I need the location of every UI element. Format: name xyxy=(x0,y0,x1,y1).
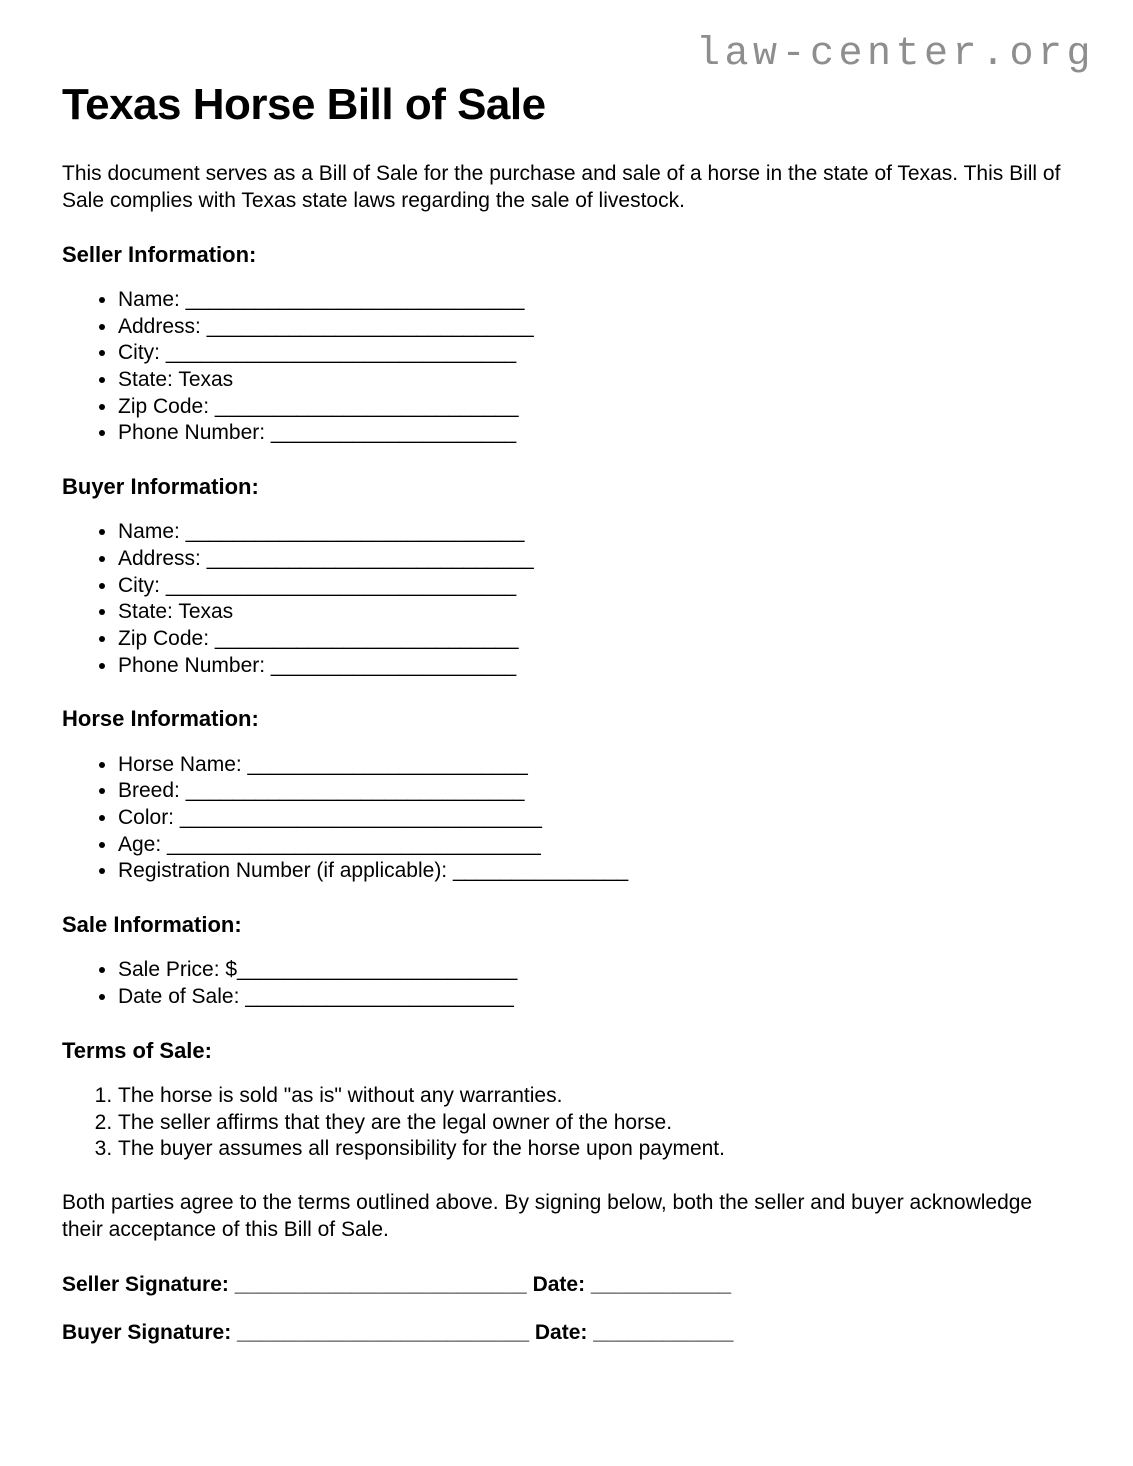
seller-signature-row xyxy=(62,1272,1071,1299)
term-item-1: 1. The horse is sold "as is" without any warranties. xyxy=(118,1083,1071,1110)
terms-list xyxy=(62,1083,1071,1163)
sale-fields-list xyxy=(62,957,1071,1010)
sale-date-field: • Date of Sale: _______________________ xyxy=(118,984,1071,1011)
horse-name-field: • Horse Name: ________________________ xyxy=(118,752,1071,779)
buyer-signature-row xyxy=(62,1320,1071,1347)
seller-section-heading: Seller Information: xyxy=(62,241,257,267)
seller-zip-field: • Zip Code: __________________________ xyxy=(118,394,1071,421)
sale-price-field: • Sale Price: $________________________ xyxy=(118,957,1071,984)
buyer-address-field: • Address: ____________________________ xyxy=(118,546,1071,573)
term-item-2: 2. The seller affirms that they are the legal owner of the horse. xyxy=(118,1110,1071,1137)
buyer-fields-list xyxy=(62,519,1071,679)
buyer-city-field: • City: ______________________________ xyxy=(118,573,1071,600)
term-item-3: 3. The buyer assumes all responsibility for the horse upon payment. xyxy=(118,1136,1071,1163)
horse-color-field: • Color: _______________________________ xyxy=(118,805,1071,832)
seller-state-field: • State: Texas xyxy=(118,367,1071,394)
horse-age-field: • Age: ________________________________ xyxy=(118,832,1071,859)
buyer-zip-field: • Zip Code: __________________________ xyxy=(118,626,1071,653)
buyer-state-field: • State: Texas xyxy=(118,599,1071,626)
horse-breed-field: • Breed: _____________________________ xyxy=(118,778,1071,805)
horse-section-heading: Horse Information: xyxy=(62,706,259,732)
seller-fields-list xyxy=(62,287,1071,447)
closing-paragraph: Both parties agree to the terms outlined above. By signing below, both the seller and buyer acknowledge their acceptance of this Bill of Sale. xyxy=(62,1191,1033,1241)
buyer-date-line: ____________ xyxy=(593,1321,734,1345)
seller-address-field: • Address: ____________________________ xyxy=(118,314,1071,341)
buyer-date-label: Date: xyxy=(534,1321,588,1345)
seller-date-label: Date: xyxy=(532,1273,586,1297)
buyer-section-heading: Buyer Information: xyxy=(62,474,259,500)
seller-name-field: • Name: _____________________________ xyxy=(118,287,1071,314)
sale-section-heading: Sale Information: xyxy=(62,912,242,938)
terms-section-heading: Terms of Sale: xyxy=(62,1037,212,1063)
seller-signature-label: Seller Signature: xyxy=(62,1273,229,1297)
seller-signature-line: _________________________ xyxy=(234,1273,527,1297)
site-logo: law-center.org xyxy=(695,32,1095,77)
intro-paragraph: This document serves as a Bill of Sale for the purchase and sale of a horse in the state of Texas. This Bill of Sale complies with Texas state laws regarding the sale of livestock. xyxy=(62,162,1061,213)
seller-phone-field: • Phone Number: _____________________ xyxy=(118,420,1071,447)
buyer-signature-label: Buyer Signature: xyxy=(62,1321,232,1345)
page-title: Texas Horse Bill of Sale xyxy=(62,80,546,129)
buyer-signature-line: _________________________ xyxy=(237,1321,530,1345)
seller-city-field: • City: ______________________________ xyxy=(118,340,1071,367)
horse-registration-field: • Registration Number (if applicable): _______________ xyxy=(118,858,1071,885)
seller-date-line: ____________ xyxy=(590,1273,732,1297)
buyer-name-field: • Name: _____________________________ xyxy=(118,519,1071,546)
buyer-phone-field: • Phone Number: _____________________ xyxy=(118,653,1071,680)
horse-fields-list xyxy=(62,752,1071,885)
